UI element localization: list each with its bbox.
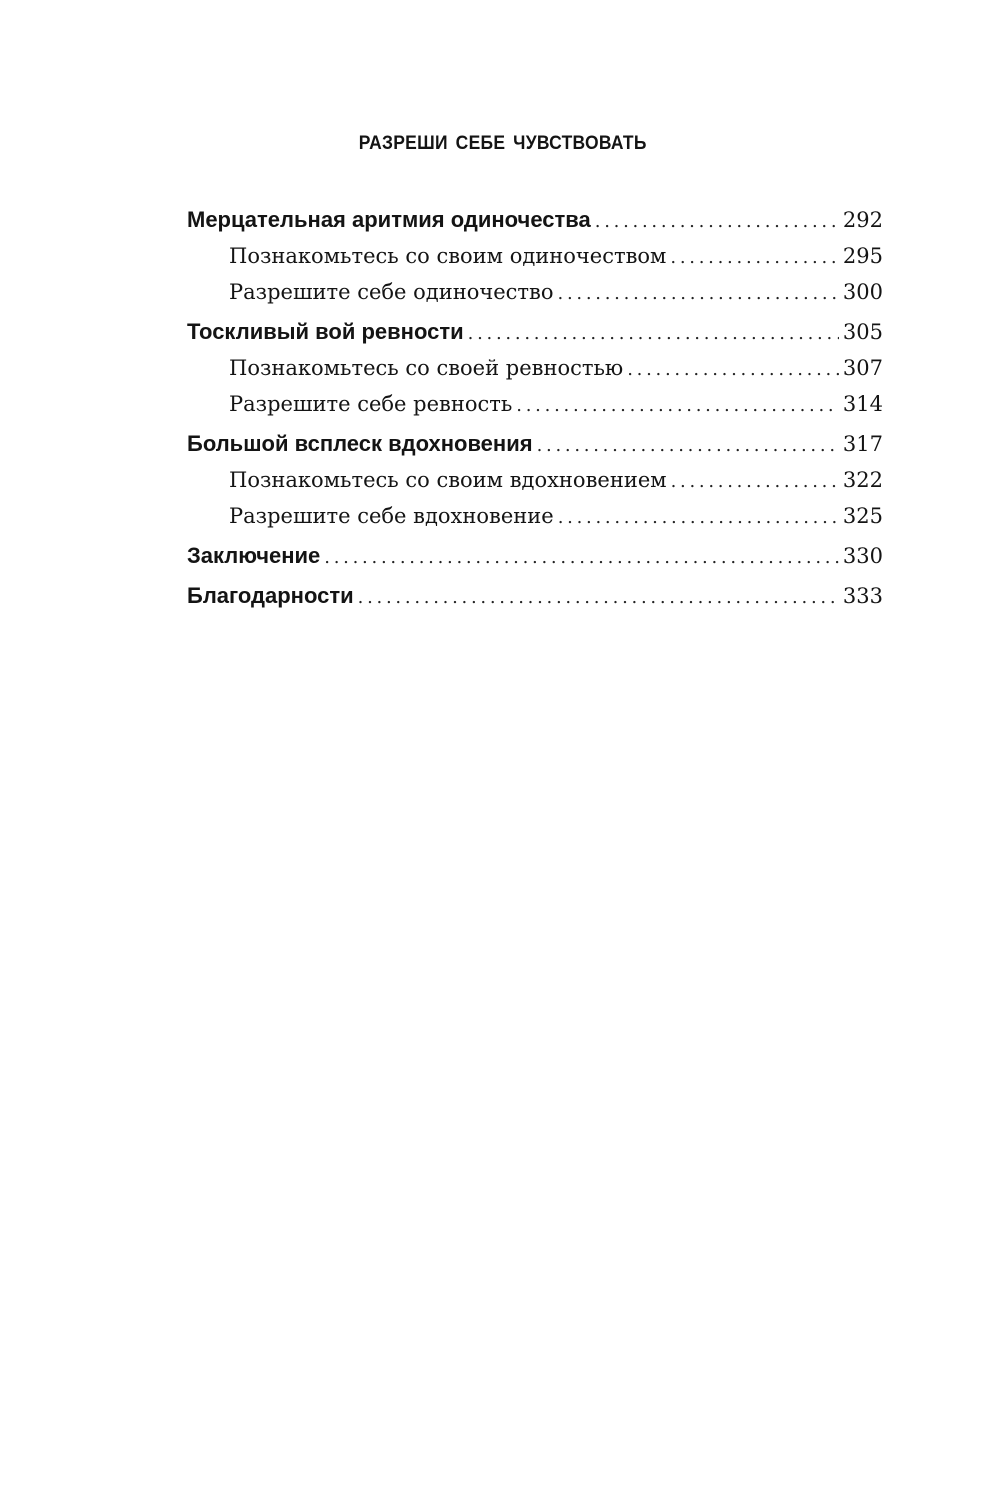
- toc-entry-subsection[interactable]: [187, 274, 883, 310]
- toc-entry-section[interactable]: [187, 578, 883, 614]
- toc-entry-title: Разрешите себе вдохновение: [229, 504, 554, 528]
- toc-entry-page: 300: [842, 280, 883, 304]
- toc-entry-page: 322: [842, 468, 883, 492]
- dot-leader: [558, 276, 839, 312]
- toc-entry-page: 330: [842, 544, 883, 568]
- toc-entry-subsection[interactable]: [187, 386, 883, 422]
- toc-entry-page: 325: [842, 504, 883, 528]
- toc-entry-subsection[interactable]: [187, 498, 883, 534]
- dot-leader: [595, 204, 839, 240]
- toc-entry-title: Разрешите себе одиночество: [229, 280, 554, 304]
- toc-entry-title: Познакомьтесь со своим вдохновением: [229, 468, 667, 492]
- dot-leader: [627, 352, 839, 388]
- toc-entry-page: 305: [842, 320, 883, 344]
- dot-leader: [671, 464, 839, 500]
- toc-entry-subsection[interactable]: [187, 350, 883, 386]
- toc-entry-title: Познакомьтесь со своей ревностью: [229, 356, 624, 380]
- table-of-contents: [187, 202, 883, 614]
- dot-leader: [468, 316, 839, 352]
- toc-entry-page: 295: [842, 244, 883, 268]
- toc-entry-page: 292: [842, 208, 883, 232]
- toc-entry-section[interactable]: [187, 426, 883, 462]
- toc-entry-section[interactable]: [187, 202, 883, 238]
- toc-entry-page: 307: [842, 356, 883, 380]
- running-title: РАЗРЕШИ СЕБЕ ЧУВСТВОВАТЬ: [358, 133, 647, 154]
- toc-entry-subsection[interactable]: [187, 238, 883, 274]
- toc-entry-title: Познакомьтесь со своим одиночеством: [229, 244, 667, 268]
- toc-entry-title: Тоскливый вой ревности: [187, 319, 464, 344]
- dot-leader: [324, 540, 839, 576]
- toc-entry-section[interactable]: [187, 314, 883, 350]
- toc-entry-subsection[interactable]: [187, 462, 883, 498]
- dot-leader: [358, 580, 839, 616]
- toc-entry-title: Заключение: [187, 543, 321, 568]
- toc-entry-title: Мерцательная аритмия одиночества: [187, 207, 591, 232]
- toc-entry-title: Разрешите себе ревность: [229, 392, 513, 416]
- toc-entry-title: Благодарности: [187, 583, 354, 608]
- toc-entry-section[interactable]: [187, 538, 883, 574]
- toc-entry-page: 333: [842, 584, 883, 608]
- toc-entry-title: Большой всплеск вдохновения: [187, 431, 533, 456]
- toc-entry-page: 317: [842, 432, 883, 456]
- dot-leader: [537, 428, 839, 464]
- dot-leader: [558, 500, 839, 536]
- dot-leader: [670, 240, 839, 276]
- dot-leader: [516, 388, 839, 424]
- toc-entry-page: 314: [842, 392, 883, 416]
